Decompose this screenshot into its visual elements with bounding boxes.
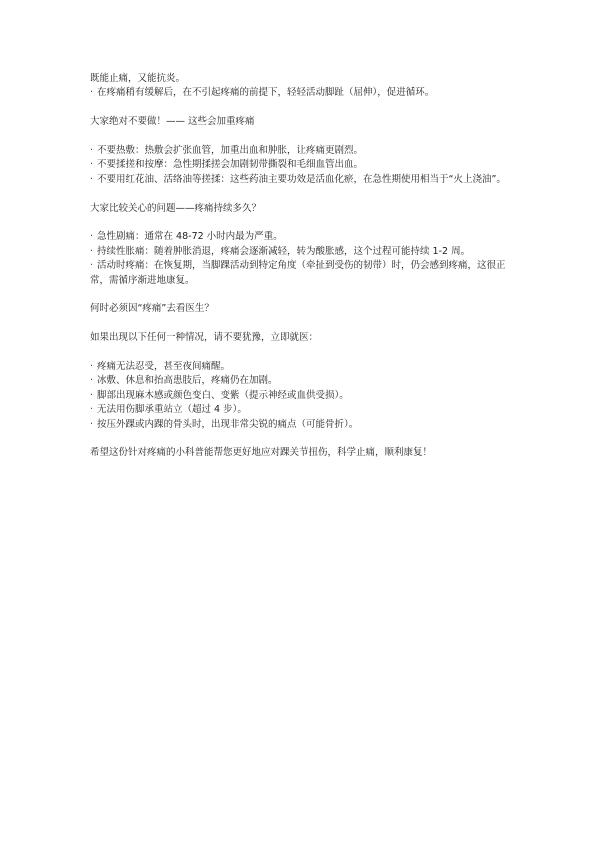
- document-body: [90, 72, 510, 461]
- list-item: [90, 360, 510, 374]
- section-doctor-heading: 何时必须因“疼痛”去看医生？: [90, 303, 214, 315]
- list-item-text: 疼痛无法忍受，甚至夜间痛醒。: [97, 361, 231, 373]
- list-item-text: 按压外踝或内踝的骨头时，出现非常尖锐的痛点（可能骨折）。: [97, 418, 359, 430]
- list-item: [90, 158, 510, 172]
- list-item: [90, 389, 510, 403]
- list-item-text: 不要热敷：热敷会扩张血管，加重出血和肿胀，让疼痛更剧烈。: [97, 145, 364, 156]
- list-item-text: 无法用伤脚承重站立（超过 4 步）。: [97, 404, 247, 416]
- list-item: [90, 144, 510, 158]
- list-item-text: 不要用红花油、活络油等搓揉：这些药油主要功效是活血化瘀，在急性期使用相当于“火上浇油”。: [97, 173, 506, 185]
- list-item: [90, 418, 510, 432]
- list-item: [90, 259, 510, 288]
- bullet-symbol: ·: [90, 87, 94, 99]
- bullet-symbol: ·: [90, 173, 94, 185]
- bullet-symbol: ·: [90, 260, 94, 272]
- list-item: [90, 245, 510, 259]
- section-avoid-heading: 大家绝对不要做！—— 这些会加重疼痛: [90, 116, 255, 128]
- bullet-symbol: ·: [90, 245, 94, 257]
- list-item-text: 活动时疼痛：在恢复期，当脚踝活动到特定角度（牵扯到受伤的韧带）时，仍会感到疼痛，这很正常，需循序渐进地康复。: [90, 260, 506, 286]
- list-item-text: 急性剧痛：通常在 48-72 小时内最为严重。: [97, 231, 283, 243]
- list-item-text: 持续性胀痛：随着肿胀消退，疼痛会逐渐减轻，转为酸胀感，这个过程可能持续 1-2 周。: [97, 245, 471, 257]
- bullet-symbol: ·: [90, 361, 94, 373]
- section-duration-heading: 大家比较关心的问题——疼痛持续多久？: [90, 202, 262, 214]
- section-doctor-intro: 如果出现以下任何一种情况，请不要犹豫，立即就医：: [90, 332, 319, 344]
- bullet-symbol: ·: [90, 159, 94, 171]
- list-item: [90, 374, 510, 388]
- bullet-symbol: ·: [90, 231, 94, 243]
- bullet-symbol: ·: [90, 375, 94, 387]
- list-item-text: 冰敷、休息和抬高患肢后，疼痛仍在加剧。: [97, 375, 278, 387]
- list-item: [90, 230, 510, 244]
- bullet-symbol: ·: [90, 404, 94, 416]
- bullet-symbol: ·: [90, 389, 94, 401]
- intro-line-2: 在疼痛稍有缓解后，在不引起疼痛的前提下，轻轻活动脚趾（屈伸），促进循环。: [97, 87, 435, 99]
- closing-text: 希望这份针对疼痛的小科普能帮您更好地应对踝关节扭伤，科学止痛，顺利康复！: [90, 447, 433, 459]
- list-item-text: 脚部出现麻木感或颜色变白、变紫（提示神经或血供受损）。: [97, 389, 349, 401]
- bullet-symbol: ·: [90, 418, 94, 430]
- intro-list-item: [90, 86, 510, 100]
- list-item-text: 不要揉搓和按摩：急性期揉搓会加剧韧带撕裂和毛细血管出血。: [97, 159, 364, 171]
- list-item: [90, 403, 510, 417]
- intro-line-1: 既能止痛，又能抗炎。: [90, 73, 186, 84]
- bullet-symbol: ·: [90, 145, 94, 156]
- list-item: [90, 173, 510, 187]
